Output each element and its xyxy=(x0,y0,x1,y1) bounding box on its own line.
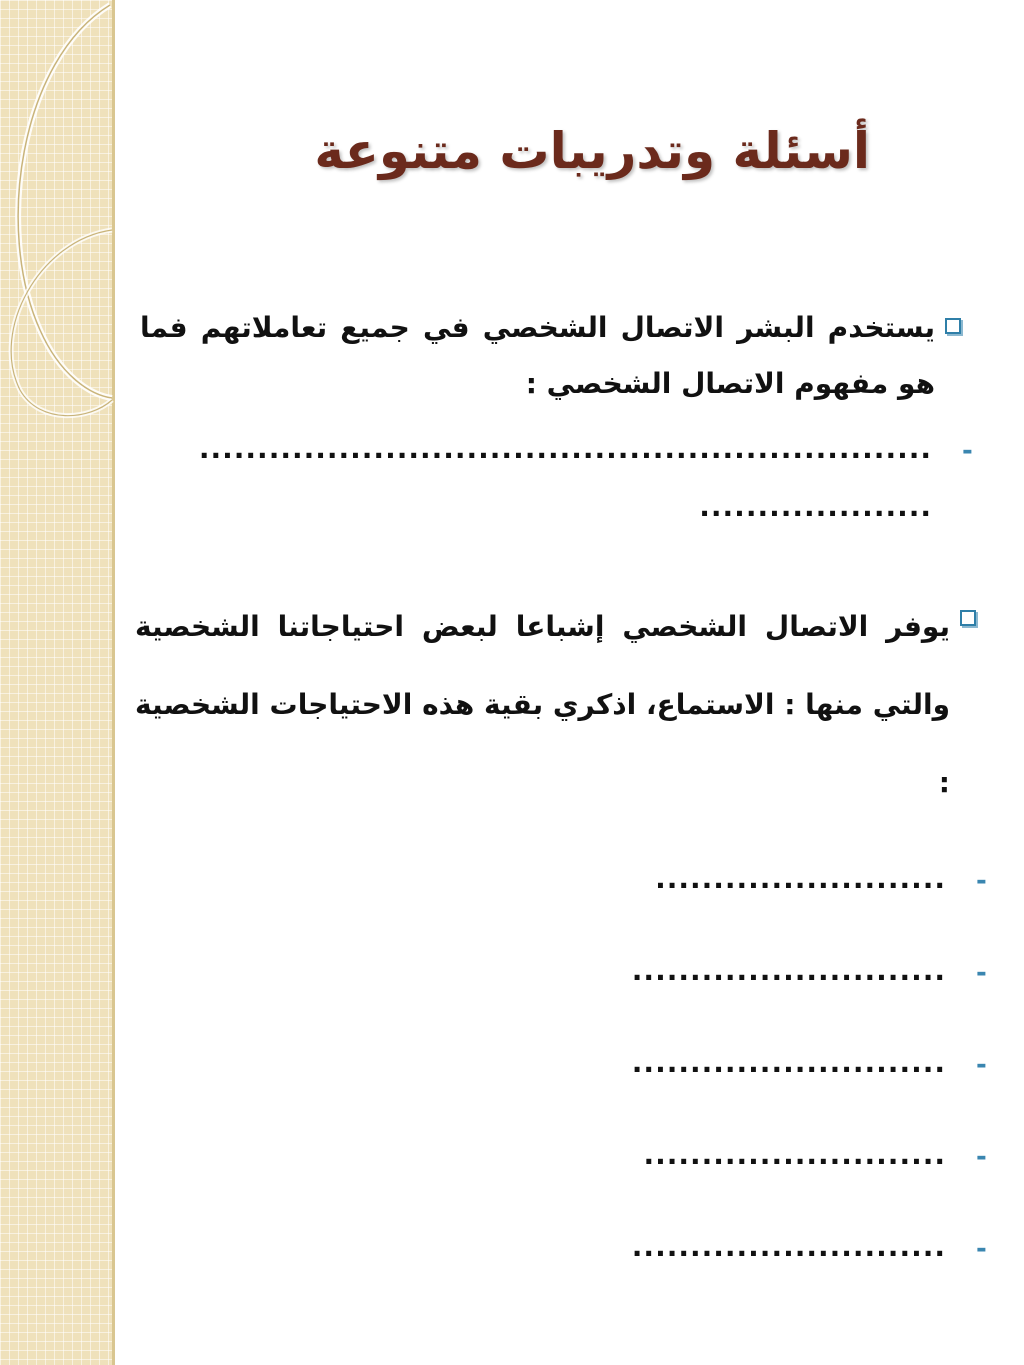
answer-dash: - xyxy=(976,866,987,896)
answer-line: .......................... xyxy=(643,1138,946,1171)
answer-dash: - xyxy=(976,958,987,988)
answer-line: ........................... xyxy=(631,1046,946,1079)
answer-line-2: .................... xyxy=(699,490,932,523)
answer-line-1: ............................................................... xyxy=(198,432,932,465)
answer-dash: - xyxy=(976,1050,987,1080)
answer-line: ......................... xyxy=(655,862,946,895)
decorative-arcs xyxy=(0,0,140,440)
answer-dash: - xyxy=(962,436,973,466)
question-1-text: يستخدم البشر الاتصال الشخصي في جميع تعاملاتهم فما هو مفهوم الاتصال الشخصي : xyxy=(140,311,935,400)
checkbox-bullet-icon xyxy=(960,610,976,626)
answer-line: ........................... xyxy=(631,1230,946,1263)
question-2-text: يوفر الاتصال الشخصي إشباعا لبعض احتياجاتنا الشخصية والتي منها : الاستماع، اذكري بقية هذه الاحتياجات الشخصية : xyxy=(135,610,950,799)
answer-line: ........................... xyxy=(631,954,946,987)
answer-dash: - xyxy=(976,1142,987,1172)
answer-dash: - xyxy=(976,1234,987,1264)
page-title: أسئلة وتدريبات متنوعة xyxy=(314,122,870,180)
checkbox-bullet-icon xyxy=(945,318,961,334)
